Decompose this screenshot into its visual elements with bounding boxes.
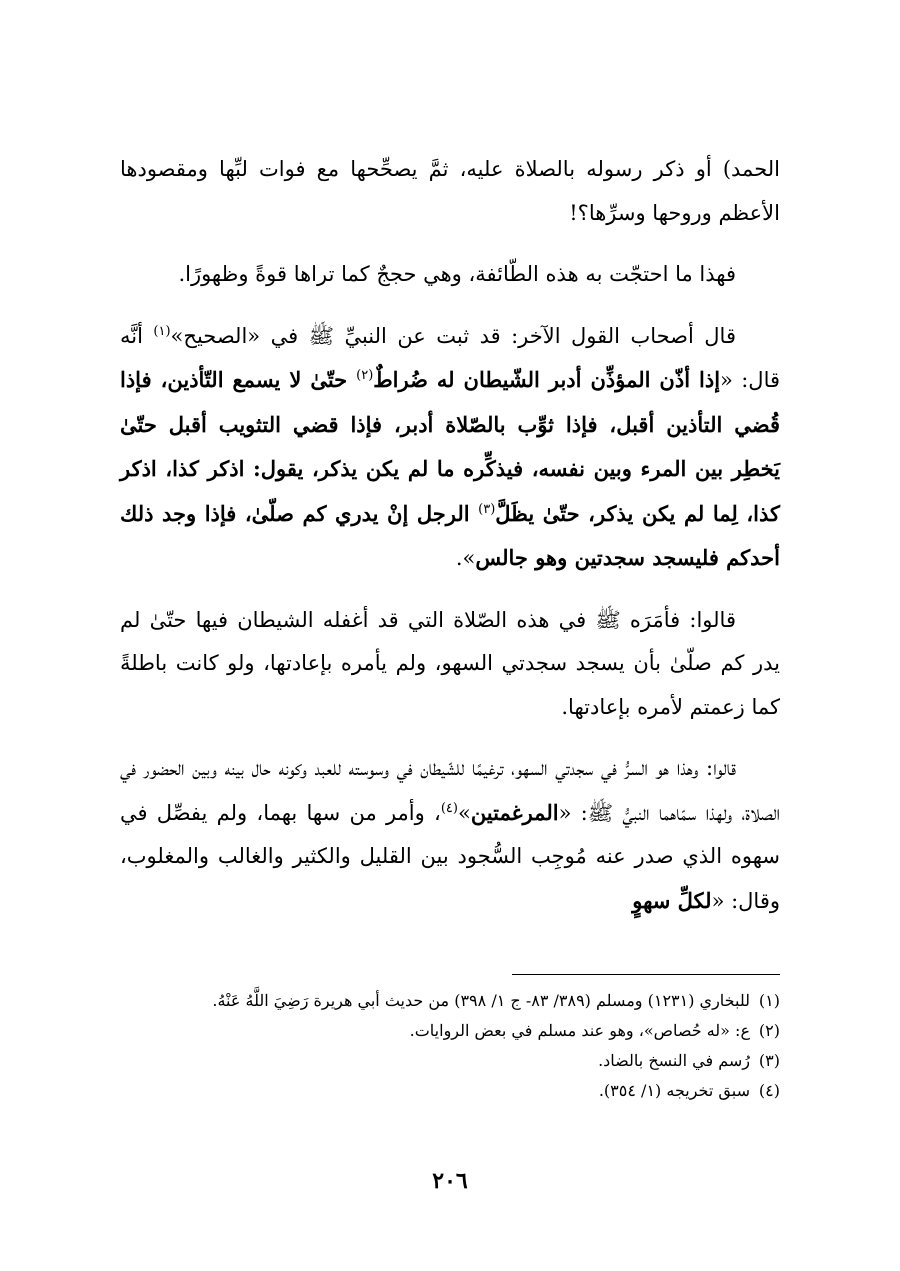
- hadith-text: إذا أذّن المؤذِّن أدبر الشّيطان له ضُراطٌ: [373, 367, 721, 392]
- footnote-number: (٤): [758, 1081, 780, 1100]
- text-segment: الحمد) أو ذكر رسوله بالصلاة عليه، ثمَّ يصحِّحها مع فوات لبِّها ومقصودها الأعظم وروحها وسرِّها؟!: [120, 157, 780, 225]
- text-segment: ، وأمر من سها بهما، ولم يفصِّل في سهوه الذي صدر عنه مُوجِب السُّجود بين القليل والكثير والغالب والمغلوب، وقال: «: [120, 800, 780, 913]
- footnote-ref: (٢): [356, 368, 374, 383]
- text-segment: أنَّه قال: «: [120, 323, 781, 392]
- paragraph: [120, 747, 780, 923]
- paragraph: [120, 148, 780, 235]
- footnote-separator: [512, 974, 780, 975]
- paragraph: [120, 599, 780, 730]
- hadith-text: الرجل إنْ يدري كم صلّىٰ، فإذا وجد ذلك أحدكم فليسجد سجدتين وهو جالس: [120, 500, 780, 570]
- footnote-text: ع: «له حُصاص»، وهو عند مسلم في بعض الروايات.: [409, 1021, 750, 1040]
- text-segment: قال أصحاب القول الآخر: قد ثبت عن النبيِّ ﷺ في «الصحيح»: [170, 323, 736, 348]
- footnote: [120, 1046, 780, 1076]
- footnote-ref: (٤): [440, 800, 458, 816]
- footnote-ref: (١): [153, 323, 171, 339]
- footnote-ref: (٣): [478, 501, 496, 517]
- hadith-text: حتّىٰ لا يسمع التّأذين، فإذا قُضي التأذين أقبل، فإذا ثوِّب بالصّلاة أدبر، فإذا قضي التثويب أقبل حتّىٰ يَخطِر بين المرء وبين نفسه، فيذكِّره ما لم يكن يذكر، يقول: اذكر كذا، اذكر كذا، لِما لم يكن يذكر، حتّىٰ يظَلَّ: [120, 367, 781, 526]
- text-segment: قالوا: وهذا هو السرُّ في سجدتي السهو، ترغيمًا للشّيطان في وسوسته للعبد وكونه حال بينه وبين الحضور في الصلاة، ولهذا سمّاهما النبيُّ ﷺ: «: [120, 756, 780, 825]
- footnote: [120, 1016, 780, 1046]
- paragraph: [120, 315, 780, 581]
- paragraph: [120, 253, 780, 297]
- text-segment: »: [457, 800, 471, 825]
- text-segment: قالوا: فأمَرَه ﷺ في هذه الصّلاة التي قد أغفله الشيطان فيها حتّىٰ لم يدر كم صلّىٰ بأن يسجد سجدتي السهو، ولم يأمره بإعادتها، ولو كانت باطلةً كما زعمتم لأمره بإعادتها.: [120, 607, 780, 719]
- footnote: [120, 986, 780, 1016]
- footnote-text: سبق تخريجه (١/ ٣٥٤).: [598, 1081, 750, 1100]
- hadith-text: المرغمتين: [470, 799, 559, 825]
- text-segment: فهذا ما احتجّت به هذه الطّائفة، وهي حججٌ كما تراها قوةً وظهورًا.: [178, 262, 736, 286]
- footnote-text: للبخاري (١٢٣١) ومسلم (٣٨٩/ ٨٣- ج ١/ ٣٩٨) من حديث أبي هريرة رَضِيَ اللَّهُ عَنْهُ.: [212, 991, 750, 1010]
- footnote-text: رُسم في النسخ بالضاد.: [598, 1051, 750, 1070]
- main-text: [120, 148, 780, 941]
- footnote: [120, 1076, 780, 1106]
- footnotes: [120, 986, 780, 1106]
- hadith-text: لكلِّ سهوٍ: [632, 887, 712, 913]
- text-segment: ».: [455, 546, 476, 570]
- footnote-number: (٢): [758, 1021, 780, 1040]
- page-number: ٢٠٦: [432, 1168, 468, 1194]
- footnote-number: (١): [758, 991, 780, 1010]
- footnote-number: (٣): [758, 1051, 780, 1070]
